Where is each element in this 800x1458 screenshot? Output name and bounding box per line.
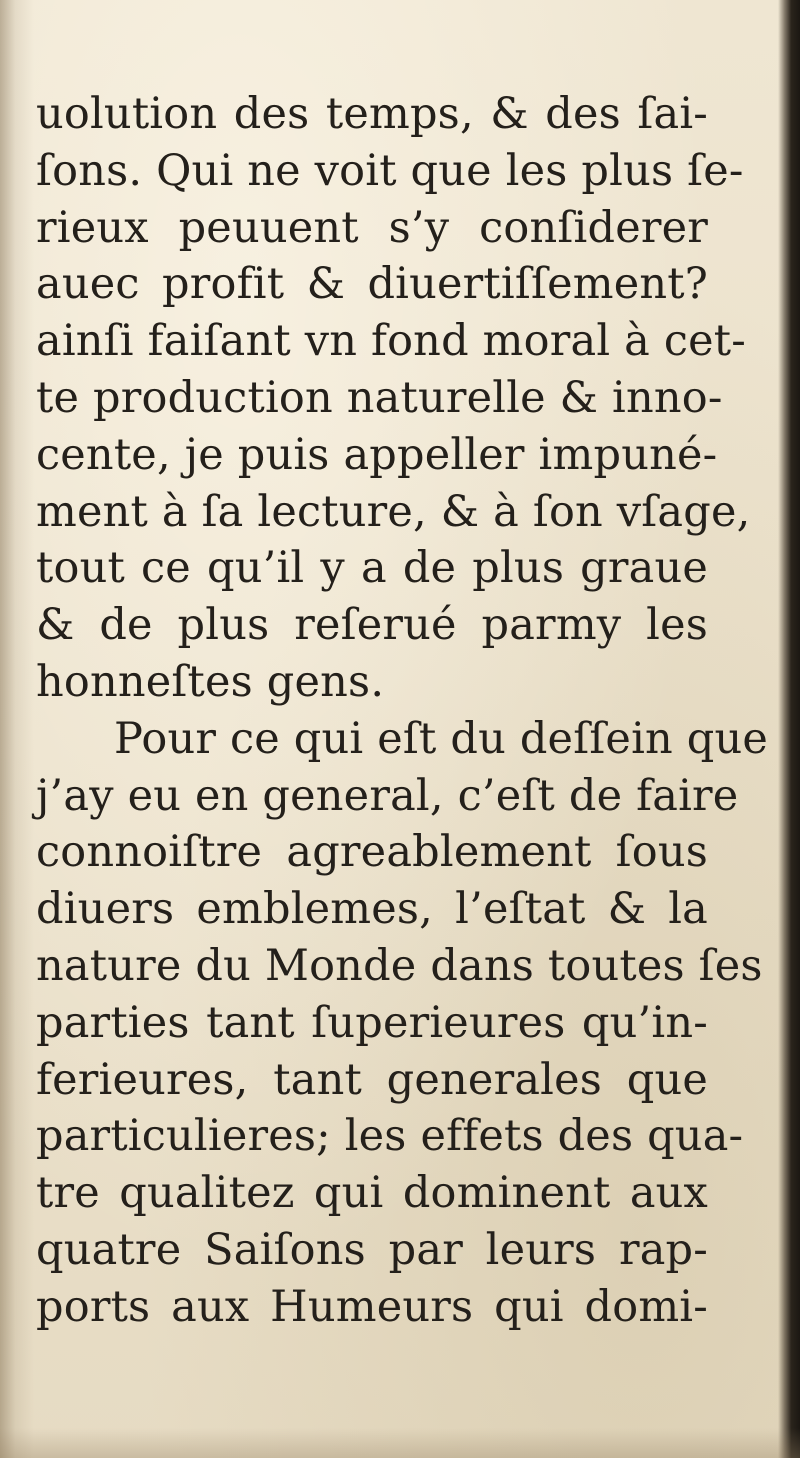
page-edge-shadow xyxy=(778,0,800,1458)
paragraph-start-line: Pour ce qui eſt du deſſein que xyxy=(114,713,769,764)
paragraph-end-line: honneſtes gens. xyxy=(36,656,385,707)
text-line: & de plus reſerué parmy les xyxy=(36,600,708,651)
text-line: diuers emblemes, l’eſtat & la xyxy=(36,884,708,935)
page-text xyxy=(36,86,769,1336)
text-line: particulieres; les effets des qua- xyxy=(36,1111,744,1162)
text-line: rieux peuuent s’y conſiderer xyxy=(36,202,708,253)
text-line: ment à ſa lecture, & à ſon vſage, xyxy=(36,486,751,537)
page-bottom-shadow xyxy=(0,1428,800,1458)
text-line: tre qualitez qui dominent aux xyxy=(36,1168,708,1219)
text-line: connoiſtre agreablement ſous xyxy=(36,827,708,878)
text-line: parties tant ſuperieures qu’in- xyxy=(36,997,708,1048)
text-line: ports aux Humeurs qui domi- xyxy=(36,1281,708,1332)
text-line: uolution des temps, & des ſai- xyxy=(36,89,708,139)
text-line: ferieures, tant generales que xyxy=(36,1054,708,1105)
text-line: nature du Monde dans toutes ſes xyxy=(36,940,763,991)
text-line: cente, je puis appeller impuné- xyxy=(36,429,718,480)
gutter-shadow xyxy=(0,0,34,1458)
text-line: te production naturelle & inno- xyxy=(36,372,723,423)
text-line: ſons. Qui ne voit que les plus ſe- xyxy=(36,145,744,196)
text-line: j’ay eu en general, c’eſt de faire xyxy=(36,770,739,821)
text-line: tout ce qu’il y a de plus graue xyxy=(36,543,708,594)
text-line: auec profit & diuertiſſement? xyxy=(36,259,708,310)
text-line: ainſi faiſant vn fond moral à cet- xyxy=(36,316,746,367)
text-line: quatre Saiſons par leurs rap- xyxy=(36,1224,708,1275)
